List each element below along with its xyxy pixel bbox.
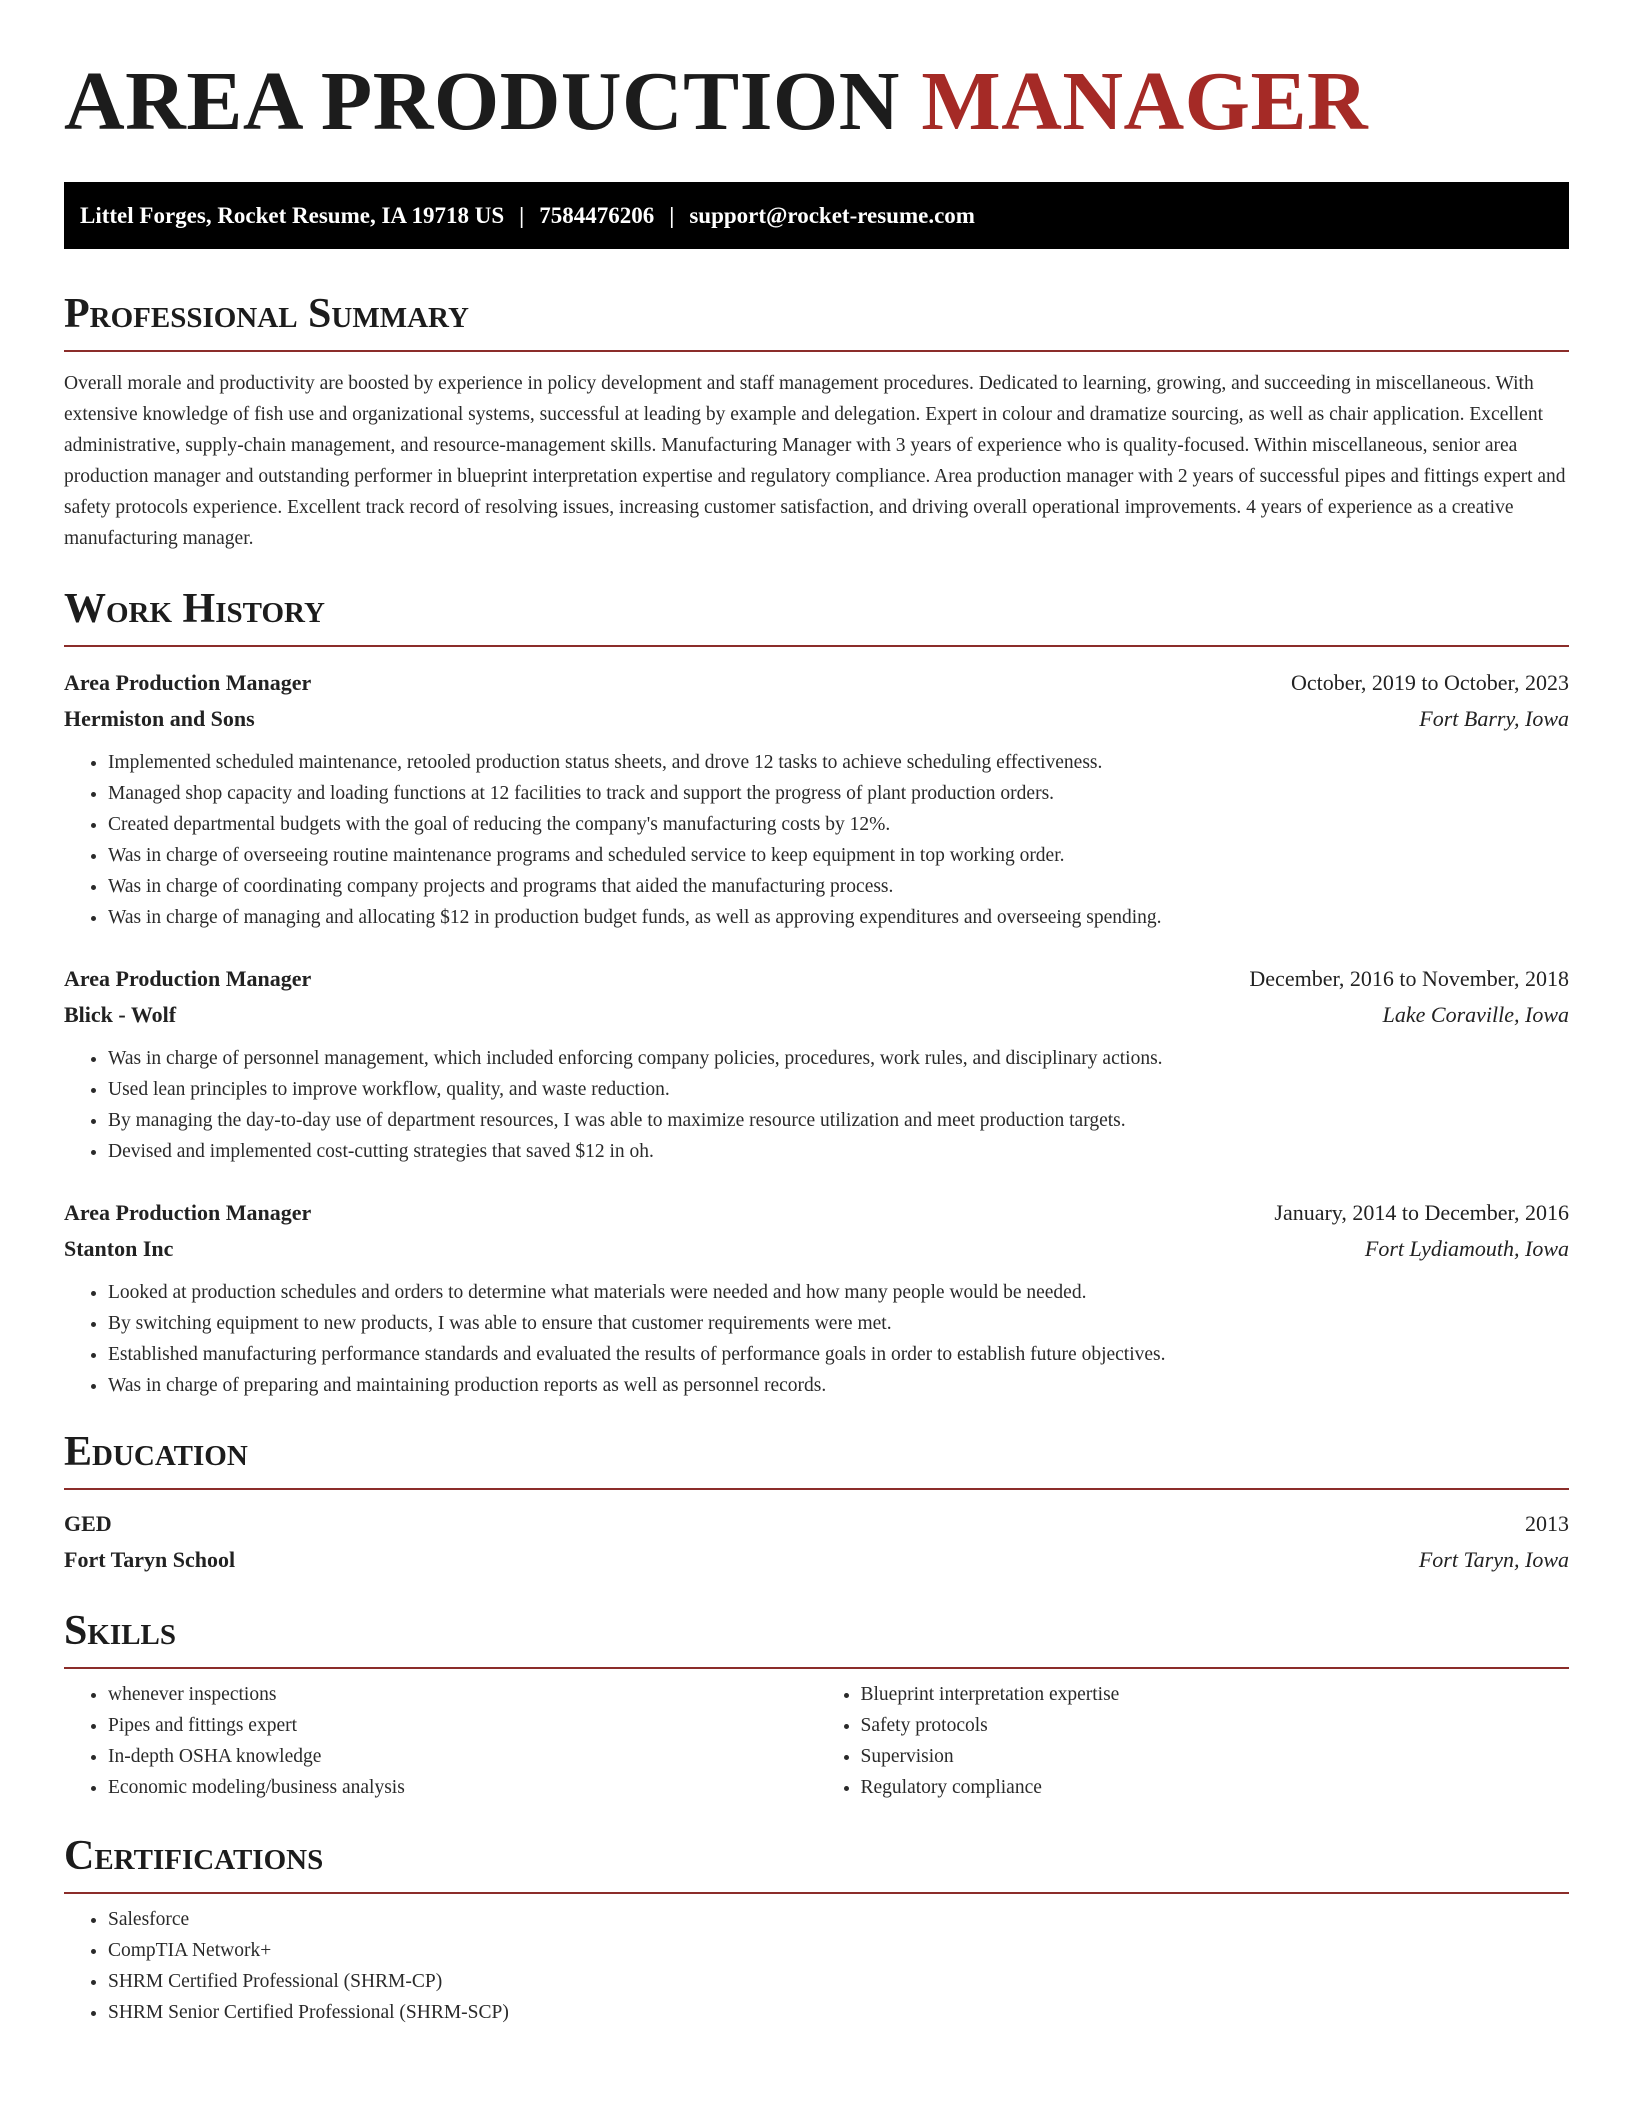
skills-columns (64, 1669, 1569, 1803)
certifications-section (64, 1835, 1569, 2028)
skill-item: • Supervision (861, 1741, 1570, 1772)
job-bullet: • Was in charge of coordinating company projects and programs that aided the manufacturing process. (108, 871, 1569, 902)
contact-separator: | (669, 202, 675, 228)
resume-title (64, 55, 1569, 148)
certifications-heading: Certifications (64, 1835, 1569, 1894)
contact-email[interactable]: support@rocket-resume.com (689, 202, 975, 228)
skill-item: • Regulatory compliance (861, 1772, 1570, 1803)
job-bullet: • Was in charge of preparing and maintaining production reports as well as personnel records. (108, 1370, 1569, 1401)
job-location: Lake Coraville, Iowa (1382, 1002, 1569, 1027)
job-entry (64, 665, 1569, 933)
education-entry (64, 1506, 1569, 1578)
job-bullet: • Was in charge of overseeing routine maintenance programs and scheduled service to keep equipment in top working order. (108, 840, 1569, 871)
contact-phone: 7584476206 (539, 202, 655, 228)
job-title: Area Production Manager (64, 966, 312, 991)
summary-text: Overall morale and productivity are boosted by experience in policy development and staff management procedures. Dedicated to learning, growing, and succeeding in miscellaneous. With extensive knowledge of fish use and organizational systems, successful at leading by example and delegation. Expert in colour and dramatize sourcing, as well as chair application. Excellent administrative, supply-chain management, and resource-management skills. Manufacturing Manager with 3 years of experience who is quality-focused. Within miscellaneous, senior area production manager and outstanding performer in blueprint interpretation expertise and regulatory compliance. Area production manager with 2 years of successful pipes and fittings expert and safety protocols experience. Excellent track record of resolving issues, increasing customer satisfaction, and driving overall operational improvements. 4 years of experience as a creative manufacturing manager. (64, 373, 1566, 549)
skill-item: • whenever inspections (108, 1679, 817, 1710)
job-bullet: • Used lean principles to improve workflow, quality, and waste reduction. (108, 1074, 1569, 1105)
contact-separator: | (519, 202, 525, 228)
resume-page (64, 0, 1569, 2028)
job-dates: December, 2016 to November, 2018 (1249, 966, 1569, 991)
job-bullet: • By managing the day-to-day use of department resources, I was able to maximize resource utilization and meet production targets. (108, 1105, 1569, 1136)
job-bullet: • Looked at production schedules and orders to determine what materials were needed and how many people would be needed. (108, 1277, 1569, 1308)
job-entry (64, 1195, 1569, 1401)
education-school: Fort Taryn School (64, 1547, 236, 1572)
job-title: Area Production Manager (64, 1200, 312, 1225)
job-title: Area Production Manager (64, 670, 312, 695)
skill-item: • Pipes and fittings expert (108, 1710, 817, 1741)
skills-heading: Skills (64, 1610, 1569, 1669)
job-bullet: • Was in charge of managing and allocating $12 in production budget funds, as well as approving expenditures and overseeing spending. (108, 902, 1569, 933)
job-bullets (64, 747, 1569, 933)
job-bullet: • Was in charge of personnel management, which included enforcing company policies, procedures, work rules, and disciplinary actions. (108, 1043, 1569, 1074)
skill-item: • Economic modeling/business analysis (108, 1772, 817, 1803)
job-dates: October, 2019 to October, 2023 (1290, 670, 1569, 695)
summary-heading: Professional Summary (64, 293, 1569, 352)
work-section (64, 588, 1569, 1401)
skills-list-left (64, 1679, 817, 1803)
education-year: 2013 (1525, 1511, 1569, 1536)
certification-item: • CompTIA Network+ (108, 1935, 1569, 1966)
education-heading: Education (64, 1431, 1569, 1490)
job-company: Blick - Wolf (64, 1002, 177, 1027)
title-accent: MANAGER (921, 55, 1369, 148)
job-entry (64, 961, 1569, 1167)
summary-section (64, 293, 1569, 554)
skills-section (64, 1610, 1569, 1803)
skills-list-right (817, 1679, 1570, 1803)
job-bullets (64, 1043, 1569, 1167)
job-bullet: • Implemented scheduled maintenance, retooled production status sheets, and drove 12 tasks to achieve scheduling effectiveness. (108, 747, 1569, 778)
job-bullets (64, 1277, 1569, 1401)
education-section (64, 1431, 1569, 1578)
certifications-list (64, 1904, 1569, 2028)
job-bullet: • By switching equipment to new products, I was able to ensure that customer requirements were met. (108, 1308, 1569, 1339)
job-location: Fort Lydiamouth, Iowa (1364, 1236, 1569, 1261)
job-bullet: • Created departmental budgets with the goal of reducing the company's manufacturing costs by 12%. (108, 809, 1569, 840)
job-dates: January, 2014 to December, 2016 (1274, 1200, 1569, 1225)
contact-bar (64, 182, 1569, 249)
contact-address: Littel Forges, Rocket Resume, IA 19718 US (80, 202, 505, 228)
job-bullet: • Established manufacturing performance standards and evaluated the results of performance goals in order to establish future objectives. (108, 1339, 1569, 1370)
job-company: Hermiston and Sons (64, 706, 255, 731)
education-location: Fort Taryn, Iowa (1418, 1547, 1569, 1572)
skill-item: • Blueprint interpretation expertise (861, 1679, 1570, 1710)
certification-item: • SHRM Senior Certified Professional (SHRM-SCP) (108, 1997, 1569, 2028)
certification-item: • SHRM Certified Professional (SHRM-CP) (108, 1966, 1569, 1997)
title-main: AREA PRODUCTION (64, 55, 900, 148)
skill-item: • Safety protocols (861, 1710, 1570, 1741)
education-degree: GED (64, 1511, 112, 1536)
job-company: Stanton Inc (64, 1236, 174, 1261)
certification-item: • Salesforce (108, 1904, 1569, 1935)
work-heading: Work History (64, 588, 1569, 647)
job-location: Fort Barry, Iowa (1419, 706, 1569, 731)
job-bullet: • Managed shop capacity and loading functions at 12 facilities to track and support the progress of plant production orders. (108, 778, 1569, 809)
job-bullet: • Devised and implemented cost-cutting strategies that saved $12 in oh. (108, 1136, 1569, 1167)
skill-item: • In-depth OSHA knowledge (108, 1741, 817, 1772)
